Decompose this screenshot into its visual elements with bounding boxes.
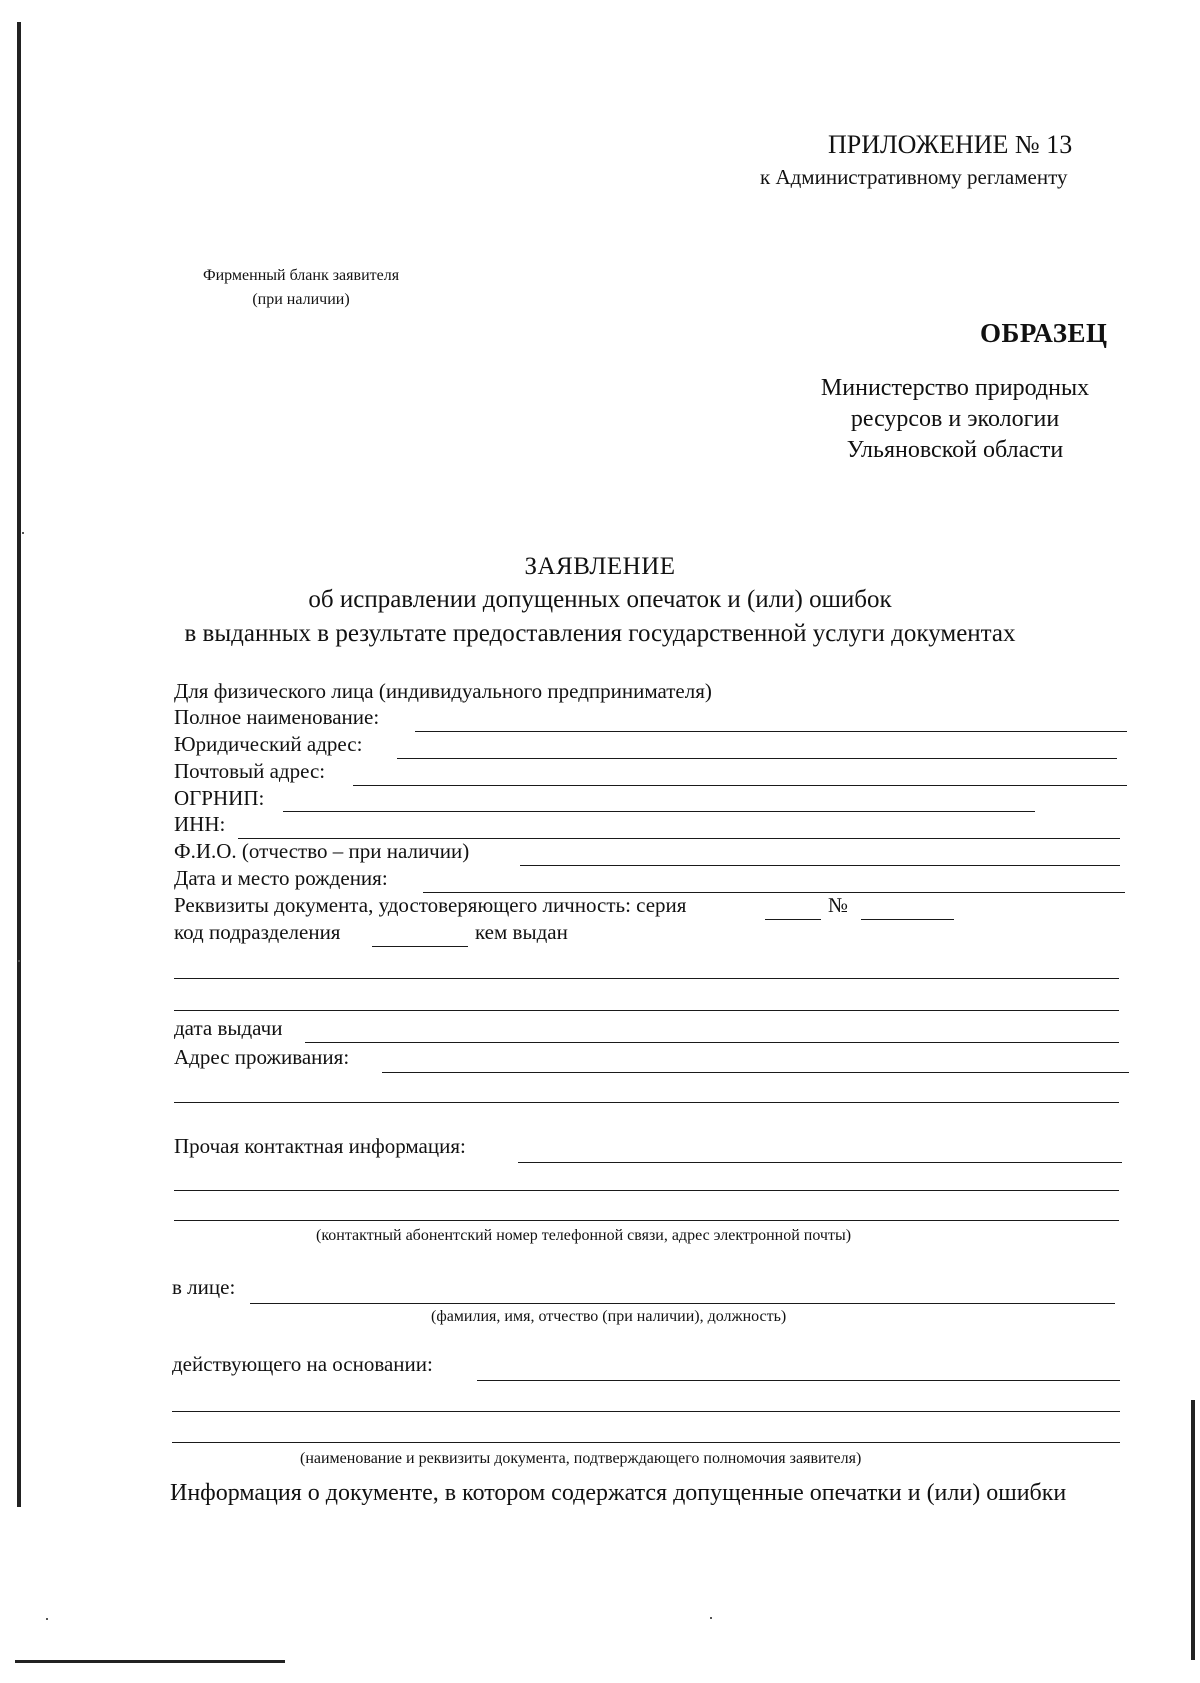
postal-address-label: Почтовый адрес: bbox=[174, 759, 326, 783]
id-document-label: Реквизиты документа, удостоверяющего личность: серия bbox=[174, 893, 687, 917]
sample-stamp: ОБРАЗЕЦ bbox=[980, 318, 1108, 348]
issue-date-label: дата выдачи bbox=[174, 1016, 283, 1040]
person-caption: (фамилия, имя, отчество (при наличии), должность) bbox=[431, 1308, 787, 1325]
scan-speck bbox=[46, 1618, 48, 1620]
residence-field[interactable] bbox=[382, 1072, 1129, 1073]
issued-by-label: кем выдан bbox=[475, 920, 568, 944]
fio-field[interactable] bbox=[520, 865, 1120, 866]
basis-caption: (наименование и реквизиты документа, подтверждающего полномочия заявителя) bbox=[300, 1450, 862, 1467]
contact-caption: (контактный абонентский номер телефонной связи, адрес электронной почты) bbox=[316, 1227, 852, 1244]
inn-label: ИНН: bbox=[174, 812, 226, 836]
number-sign: № bbox=[828, 893, 849, 917]
basis-field[interactable] bbox=[172, 1411, 1120, 1412]
ogrnip-field[interactable] bbox=[283, 811, 1035, 812]
full-name-label: Полное наименование: bbox=[174, 705, 380, 729]
document-title: ЗАЯВЛЕНИЕ bbox=[524, 553, 676, 580]
postal-address-field[interactable] bbox=[353, 785, 1127, 786]
contact-field[interactable] bbox=[518, 1162, 1122, 1163]
division-code-field[interactable] bbox=[372, 946, 468, 947]
contact-field[interactable] bbox=[174, 1220, 1119, 1221]
birth-label: Дата и место рождения: bbox=[174, 866, 388, 890]
scan-edge-bottom bbox=[15, 1660, 285, 1663]
scan-speck bbox=[710, 1617, 712, 1619]
number-field[interactable] bbox=[861, 919, 954, 920]
person-field[interactable] bbox=[250, 1303, 1115, 1304]
contact-label: Прочая контактная информация: bbox=[174, 1134, 466, 1158]
scan-edge-right bbox=[1191, 1400, 1195, 1660]
appendix-title: ПРИЛОЖЕНИЕ № 13 bbox=[828, 130, 1073, 159]
division-code-label: код подразделения bbox=[174, 920, 341, 944]
recipient-line: Ульяновской области bbox=[846, 437, 1064, 463]
issue-date-field[interactable] bbox=[305, 1042, 1119, 1043]
fio-label: Ф.И.О. (отчество – при наличии) bbox=[174, 839, 470, 863]
scan-edge-left bbox=[17, 22, 21, 1507]
contact-field[interactable] bbox=[174, 1190, 1119, 1191]
appendix-subtitle: к Административному регламенту bbox=[760, 165, 1068, 189]
recipient-line: ресурсов и экологии bbox=[850, 406, 1060, 432]
issued-by-field[interactable] bbox=[174, 1010, 1119, 1011]
basis-label: действующего на основании: bbox=[172, 1352, 433, 1376]
scan-speck bbox=[22, 532, 24, 534]
person-label: в лице: bbox=[172, 1275, 236, 1299]
series-field[interactable] bbox=[765, 919, 821, 920]
issued-by-field[interactable] bbox=[174, 978, 1119, 979]
basis-field[interactable] bbox=[477, 1380, 1120, 1381]
scan-speck bbox=[18, 960, 20, 962]
document-subtitle: об исправлении допущенных опечаток и (или) ошибок bbox=[308, 586, 892, 613]
section-heading: Для физического лица (индивидуального предпринимателя) bbox=[174, 679, 712, 703]
letterhead-line: Фирменный бланк заявителя bbox=[202, 267, 400, 284]
document-info-paragraph: Информация о документе, в котором содержатся допущенные опечатки и (или) ошибки bbox=[170, 1480, 1067, 1506]
residence-field[interactable] bbox=[174, 1102, 1119, 1103]
recipient-block bbox=[810, 373, 1100, 466]
basis-field[interactable] bbox=[172, 1442, 1120, 1443]
legal-address-label: Юридический адрес: bbox=[174, 732, 363, 756]
recipient-line: Министерство природных bbox=[820, 375, 1090, 401]
letterhead-note bbox=[178, 264, 424, 312]
legal-address-field[interactable] bbox=[397, 758, 1117, 759]
letterhead-line: (при наличии) bbox=[252, 291, 350, 308]
ogrnip-label: ОГРНИП: bbox=[174, 786, 265, 810]
full-name-field[interactable] bbox=[415, 731, 1127, 732]
residence-label: Адрес проживания: bbox=[174, 1045, 350, 1069]
document-subtitle: в выданных в результате предоставления государственной услуги документах bbox=[184, 620, 1016, 647]
